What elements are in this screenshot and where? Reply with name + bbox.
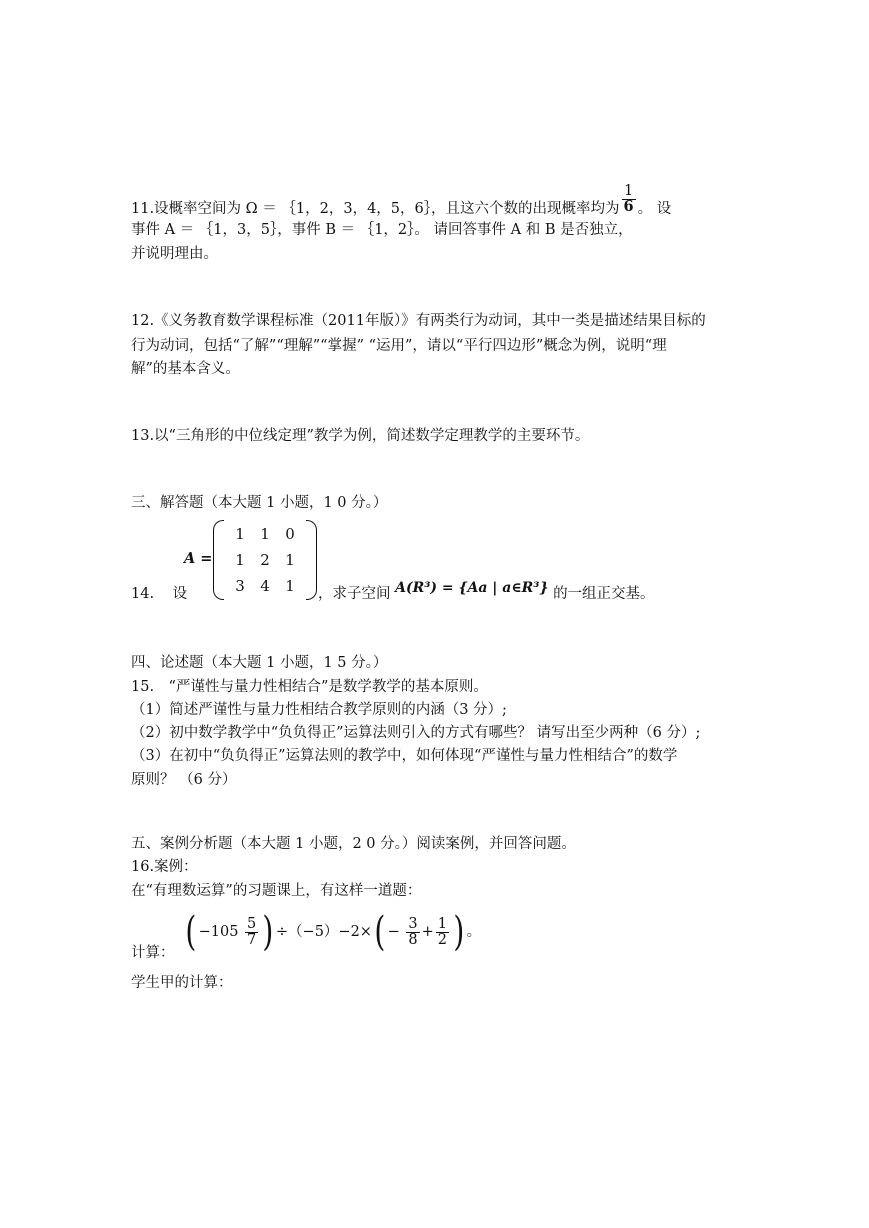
q12-line1: 12.《义务教育数学课程标准（2011年版）》有两类行为动词，其中一类是描述结果目标的 xyxy=(131,313,706,329)
q16-case: 16.案例： xyxy=(131,859,198,875)
frac-num: 3 xyxy=(408,916,418,932)
frac-den: 2 xyxy=(437,931,447,948)
q11-line2: 事件 A ＝ ｛1，3，5｝，事件 B ＝ ｛1，2｝。 请回答事件 A 和 B 是否独立， xyxy=(131,222,633,238)
q11-line3: 并说明理由。 xyxy=(131,246,218,262)
q14-rest xyxy=(318,580,655,604)
q15-line1: 15. “严谨性与量力性相结合”是数学教学的基本原则。 xyxy=(131,679,488,695)
q11-text-end: 。 设 xyxy=(637,201,672,217)
q16-expression xyxy=(183,910,481,954)
q14-end: 的一组正交基。 xyxy=(553,586,655,602)
q15-line3: （2）初中数学教学中“负负得正”运算法则引入的方式有哪些？ 请写出至少两种（6 分）; xyxy=(131,725,701,741)
q14-number: 14. xyxy=(131,586,155,602)
matrix-a xyxy=(213,520,317,598)
left-paren: ( xyxy=(374,909,386,955)
q16-intro: 在“有理数运算”的习题课上，有这样一道题： xyxy=(131,883,422,899)
matrix-cell: 4 xyxy=(260,577,270,595)
fraction-5-7 xyxy=(245,917,258,947)
section3-heading: 三、解答题（本大题 1 小题，1 0 分。） xyxy=(131,495,388,511)
frac-num: 1 xyxy=(437,916,447,932)
matrix-cell: 1 xyxy=(285,551,295,569)
q14-mid: ，求子空间 xyxy=(318,586,391,602)
fraction-1-2 xyxy=(436,917,449,947)
matrix-label: A = xyxy=(184,550,213,567)
q15-line2: （1）简述严谨性与量力性相结合教学原则的内涵（3 分）; xyxy=(131,702,507,718)
matrix-cell: 3 xyxy=(235,577,245,595)
frac-den: 7 xyxy=(247,931,257,948)
q12-line3: 解”的基本含义。 xyxy=(131,361,240,377)
fraction-3-8 xyxy=(406,917,419,947)
frac-num: 1 xyxy=(623,183,634,199)
right-paren: ) xyxy=(453,909,465,955)
q16-student: 学生甲的计算： xyxy=(131,975,233,991)
matrix-right-bracket xyxy=(306,520,317,600)
matrix-cell: 1 xyxy=(260,525,270,543)
q11-text: 11.设概率空间为 Ω ＝ ｛1，2，3，4，5，6｝，且这六个数的出现概率均为 xyxy=(131,201,620,217)
matrix-cell: 1 xyxy=(285,577,295,595)
frac-den: 6 xyxy=(623,197,634,215)
matrix-cell: 0 xyxy=(285,525,295,543)
q14-she: 设 xyxy=(172,586,188,602)
q11-fraction xyxy=(622,184,636,214)
expr-part: −105 xyxy=(198,924,239,940)
matrix-cell: 1 xyxy=(235,551,245,569)
left-paren: ( xyxy=(185,909,197,955)
q14-subspace: A(R³) = {Aa | a∈R³} xyxy=(395,580,549,596)
expr-end: 。 xyxy=(466,924,482,940)
q15-line5: 原则？ （6 分） xyxy=(131,772,237,788)
q12-line2: 行为动词，包括“了解”“理解”“掌握” “运用”，请以“平行四边形”概念为例，说明“理 xyxy=(131,338,667,354)
expr-part: − xyxy=(387,924,400,940)
q16-calc-label: 计算： xyxy=(131,945,175,961)
q15-line4: （3）在初中“负负得正”运算法则的教学中，如何体现“严谨性与量力性相结合”的数学 xyxy=(131,748,678,764)
expr-part: ÷（−5）−2× xyxy=(275,924,372,940)
matrix-cell: 2 xyxy=(260,551,270,569)
q14-line xyxy=(131,584,187,604)
expr-part: + xyxy=(421,924,434,940)
matrix-left-bracket xyxy=(213,520,224,600)
frac-den: 8 xyxy=(408,931,418,948)
right-paren: ) xyxy=(262,909,274,955)
q13-line1: 13.以“三角形的中位线定理”教学为例，简述数学定理教学的主要环节。 xyxy=(131,428,590,444)
frac-num: 5 xyxy=(247,916,257,932)
section5-heading: 五、案例分析题（本大题 1 小题，2 0 分。）阅读案例，并回答问题。 xyxy=(131,836,576,852)
section4-heading: 四、论述题（本大题 1 小题，1 5 分。） xyxy=(131,655,388,671)
matrix-cell: 1 xyxy=(235,525,245,543)
